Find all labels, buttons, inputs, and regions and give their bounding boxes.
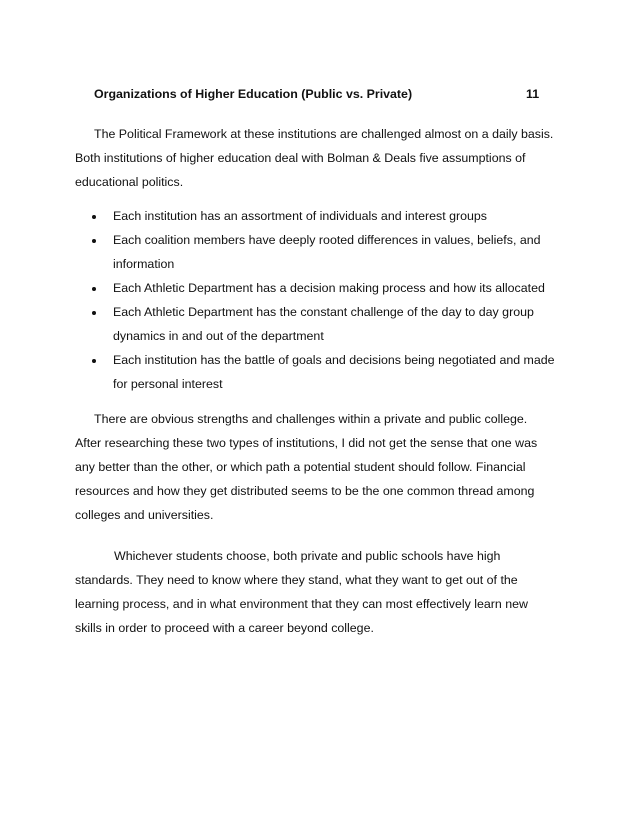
list-item (92, 300, 562, 348)
paragraph-conclusion (75, 544, 555, 640)
list-item (92, 228, 562, 276)
bullet-icon (92, 287, 96, 291)
paragraph-text: Whichever students choose, both private and public schools have high standards. They need to know where they stand, what they want to get out of the learning process, and in what environment that they can most effectively learn new skills in order to proceed with a career beyond college. (75, 549, 528, 635)
assumptions-list (92, 204, 562, 396)
paragraph-text: There are obvious strengths and challenges within a private and public college. After researching these two types of institutions, I did not get the sense that one was any better than the other, or which path a potential student should follow. Financial resources and how they get distributed seems to be the one common thread among colleges and universities. (75, 412, 538, 522)
list-item-text: Each institution has an assortment of individuals and interest groups (113, 209, 488, 223)
list-item (92, 204, 562, 228)
list-item-text: Each Athletic Department has a decision making process and how its allocated (113, 281, 545, 295)
paragraph-strengths-challenges (75, 407, 555, 527)
bullet-icon (92, 239, 96, 243)
running-head: Organizations of Higher Education (Public vs. Private) (94, 87, 413, 101)
list-item-text: Each institution has the battle of goals and decisions being negotiated and made for personal interest (113, 353, 555, 391)
list-item (92, 348, 562, 396)
list-item (92, 276, 562, 300)
paragraph-political-framework (75, 122, 555, 194)
list-item-text: Each coalition members have deeply rooted differences in values, beliefs, and information (113, 233, 541, 271)
page-number: 11 (526, 87, 540, 101)
bullet-icon (92, 311, 96, 315)
list-item-text: Each Athletic Department has the constant challenge of the day to day group dynamics in and out of the department (113, 305, 534, 343)
paragraph-text: The Political Framework at these institutions are challenged almost on a daily basis. Both institutions of higher education deal with Bolman & Deals five assumptions of educational politics. (75, 127, 554, 189)
bullet-icon (92, 359, 96, 363)
bullet-icon (92, 215, 96, 219)
